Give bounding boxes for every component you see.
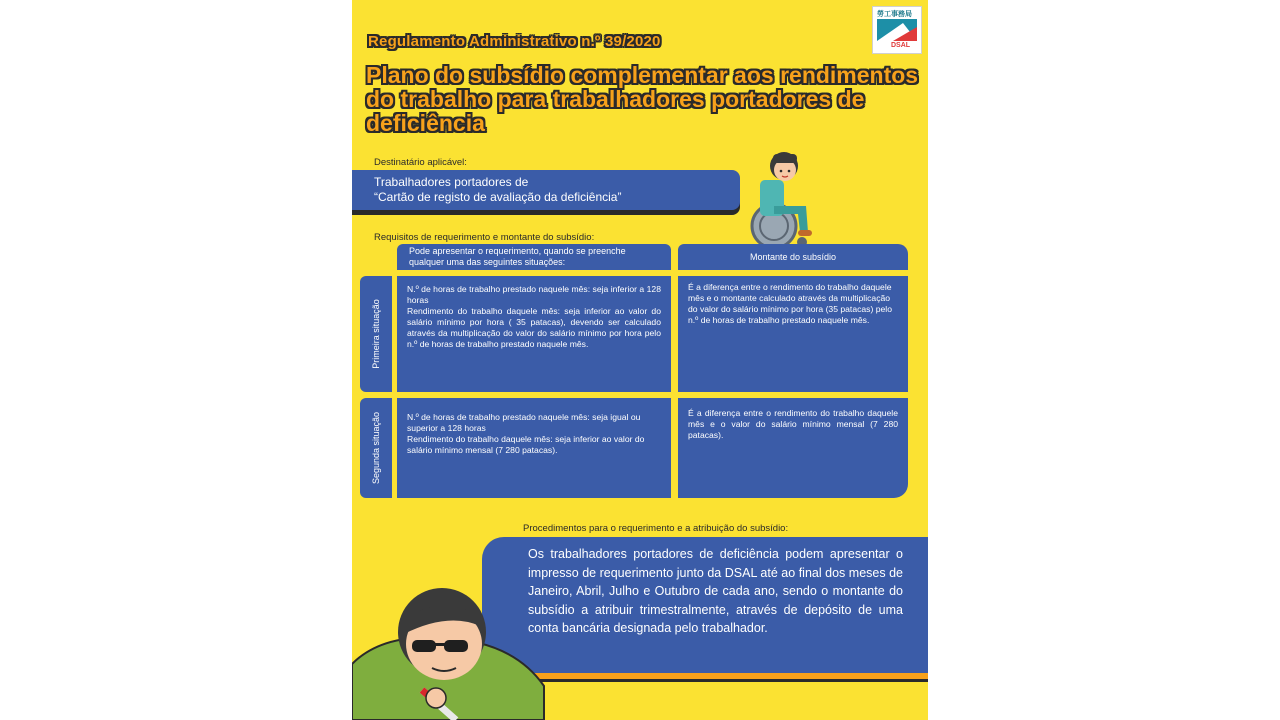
table-header-amount: Montante do subsídio bbox=[678, 244, 908, 270]
wheelchair-user-illustration bbox=[744, 146, 824, 250]
recipient-line-2: “Cartão de registo de avaliação da deficiência” bbox=[374, 190, 622, 204]
procedures-text: Os trabalhadores portadores de deficiência podem apresentar o impresso de requerimento junto da DSAL até ao final dos meses de Janeiro, Abril, Julho e Outubro de cada ano, sendo o montante do subsídio a atribuir trimestralmente, através de depósito de uma conta bancária designada pelo trabalhador. bbox=[528, 547, 903, 636]
requirements-label: Requisitos de requerimento e montante do subsídio: bbox=[374, 232, 595, 243]
logo-chinese: 勞工事務局 bbox=[877, 11, 912, 18]
recipient-label: Destinatário aplicável: bbox=[374, 157, 467, 168]
dsal-logo bbox=[872, 6, 922, 54]
recipient-line-1: Trabalhadores portadores de bbox=[374, 175, 529, 189]
situation-label-2: Segunda situação bbox=[360, 398, 392, 498]
poster-title: Plano do subsídio complementar aos rendimentos do trabalho para trabalhadores portadores de deficiência bbox=[366, 62, 919, 136]
situation-label-1: Primeira situação bbox=[360, 276, 392, 392]
condition-cell-2: N.º de horas de trabalho prestado naquele mês: seja igual ou superior a 128 horas Rendimento do trabalho daquele mês: seja inferior ao valor do salário mínimo mensal (7 280 patacas). bbox=[397, 398, 671, 498]
poster bbox=[352, 0, 928, 720]
table-header-conditions: Pode apresentar o requerimento, quando se preenche qualquer uma das seguintes situações: bbox=[397, 244, 671, 270]
blind-man-illustration bbox=[352, 586, 552, 720]
condition-cell-1: N.º de horas de trabalho prestado naquele mês: seja inferior a 128 horas Rendimento do trabalho daquele mês: seja inferior ao valor do salário mínimo por hora ( 35 patacas), devendo ser calculado através da multiplicação do valor do salário mínimo por hora pelo n.º de horas de trabalho prestado naquele mês. bbox=[397, 276, 671, 392]
amount-cell-2: É a diferença entre o rendimento do trabalho daquele mês e o valor do salário mínimo mensal (7 280 patacas). bbox=[678, 398, 908, 498]
procedures-label: Procedimentos para o requerimento e a atribuição do subsídio: bbox=[523, 523, 789, 534]
amount-cell-1: É a diferença entre o rendimento do trabalho daquele mês e o montante calculado através da multiplicação do valor do salário mínimo por hora (35 patacas) pelo n.º de horas de trabalho prestado naquele mês. bbox=[678, 276, 908, 392]
logo-acronym: DSAL bbox=[891, 42, 911, 49]
recipient-box bbox=[352, 170, 740, 210]
regulation-number: Regulamento Administrativo n.º 39/2020 bbox=[368, 33, 661, 50]
